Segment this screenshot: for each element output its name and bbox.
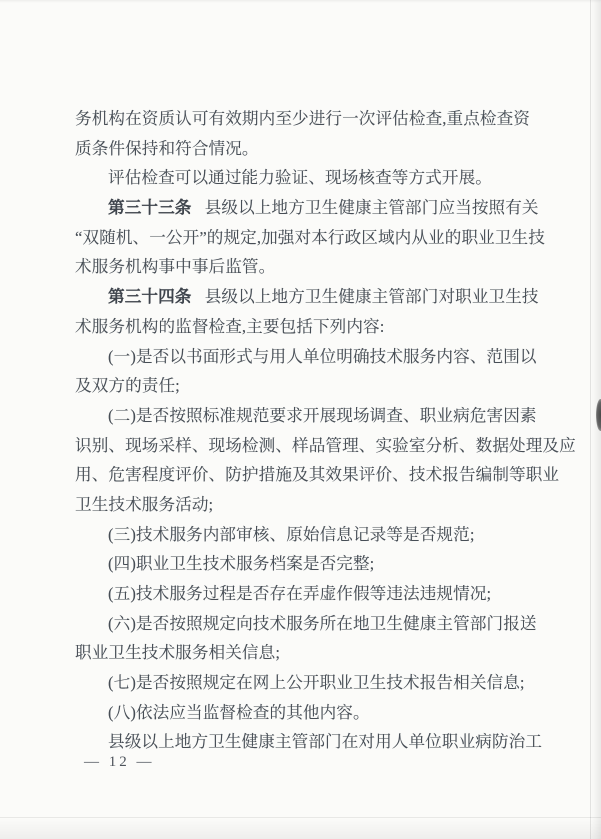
text-line-item-1: (一)是否以书面形式与用人单位明确技术服务内容、范围以 — [108, 346, 537, 366]
document-body-text — [75, 104, 576, 757]
page-right-edge-shadow — [590, 0, 601, 839]
text-line-article-33 — [75, 193, 539, 223]
text-line-item-3: (三)技术服务内部审核、原始信息记录等是否规范; — [108, 524, 475, 544]
text-line: “双随机、一公开”的规定,加强对本行政区域内从业的职业卫生技 — [75, 227, 545, 247]
text-line-item-2: (二)是否按照标准规范要求开展现场调查、职业病危害因素 — [108, 405, 537, 425]
article-text: 县级以上地方卫生健康主管部门对职业卫生技 — [204, 287, 539, 307]
page-top-edge-shadow — [0, 0, 601, 3]
text-line: 及双方的责任; — [75, 376, 180, 396]
text-line-item-8: (八)依法应当监督检查的其他内容。 — [108, 702, 370, 722]
text-line-article-34 — [75, 282, 539, 312]
article-number: 第三十三条 — [108, 198, 192, 218]
page-bottom-edge-shadow — [0, 817, 601, 839]
text-line-item-5: (五)技术服务过程是否存在弄虚作假等违法违规情况; — [108, 584, 492, 603]
page-number-footer: — 12 — — [84, 754, 155, 770]
text-line: 评估检查可以通过能力验证、现场核查等方式开展。 — [108, 168, 492, 188]
text-line-item-6: (六)是否按照规定向技术服务所在地卫生健康主管部门报送 — [108, 613, 537, 633]
text-line: 术服务机构事中事后监管。 — [75, 257, 276, 277]
article-text: 县级以上地方卫生健康主管部门应当按照有关 — [204, 198, 539, 218]
article-number: 第三十四条 — [108, 287, 192, 307]
text-line: 县级以上地方卫生健康主管部门在对用人单位职业病防治工 — [108, 732, 543, 752]
text-line: 务机构在资质认可有效期内至少进行一次评估检查,重点检查资 — [75, 109, 530, 128]
text-line: 用、危害程度评价、防护措施及其效果评价、技术报告编制等职业 — [75, 465, 560, 485]
text-line-item-4: (四)职业卫生技术服务档案是否完整; — [108, 554, 375, 574]
text-line: 职业卫生技术服务相关信息; — [75, 643, 281, 663]
text-line: 识别、现场采样、现场检测、样品管理、实验室分析、数据处理及应 — [75, 435, 576, 455]
text-line: 卫生技术服务活动; — [75, 494, 214, 514]
text-line: 质条件保持和符合情况。 — [75, 138, 259, 158]
text-line: 术服务机构的监督检查,主要包括下列内容: — [75, 316, 385, 336]
text-line-item-7: (七)是否按照规定在网上公开职业卫生技术报告相关信息; — [108, 673, 525, 693]
